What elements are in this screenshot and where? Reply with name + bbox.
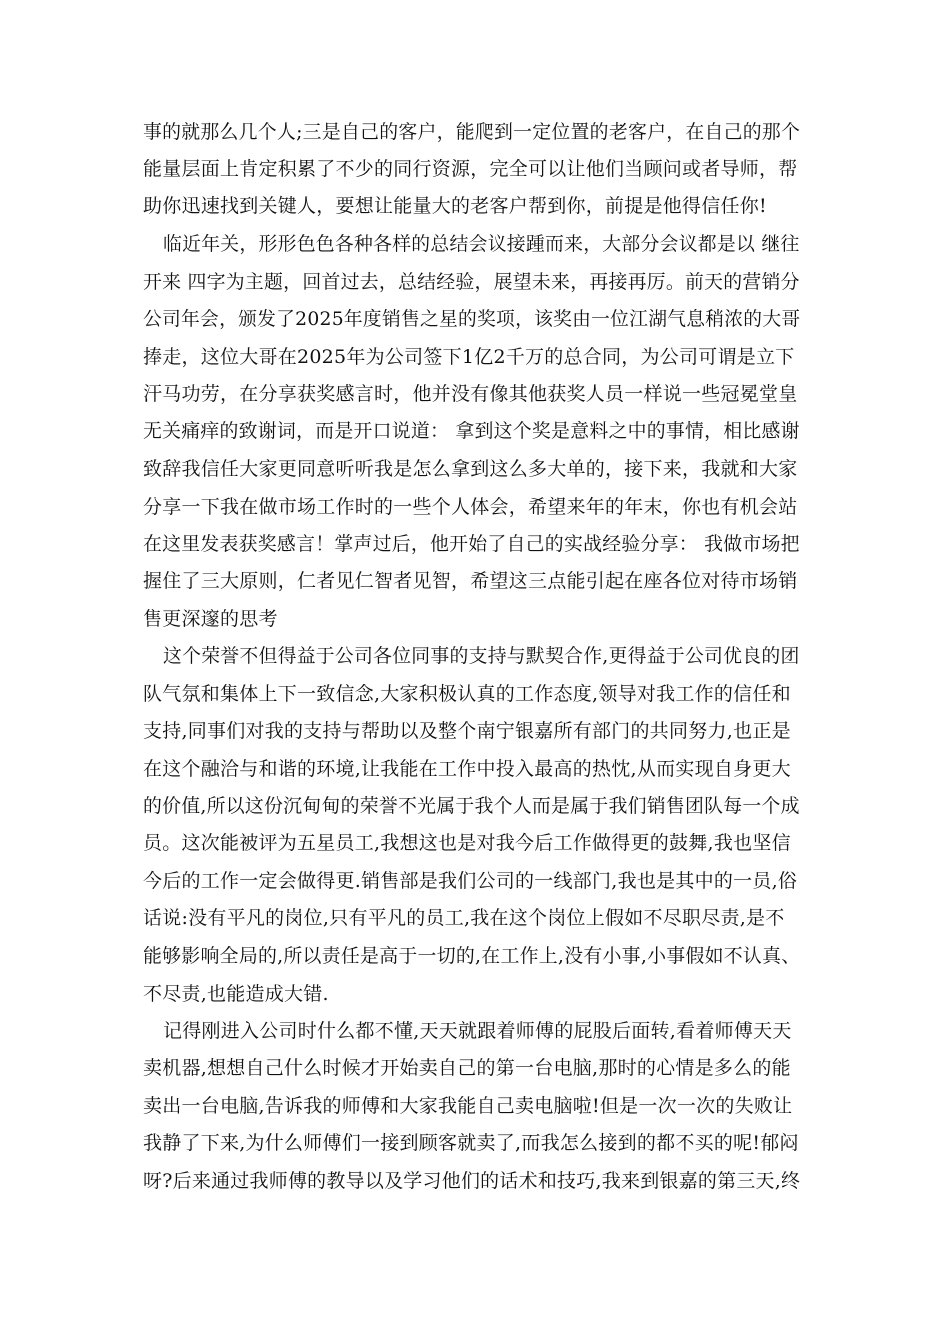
text-line: 的价值,所以这份沉甸甸的荣誉不光属于我个人而是属于我们销售团队每一个成 <box>143 795 800 817</box>
text-line: 卖出一台电脑,告诉我的师傅和大家我能自己卖电脑啦!但是一次一次的失败让 <box>143 1095 793 1117</box>
text-line: 员。这次能被评为五星员工,我想这也是对我今后工作做得更的鼓舞,我也坚信 <box>143 832 791 854</box>
text-line: 汗马功劳，在分享获奖感言时，他并没有像其他获奖人员一样说一些冠冕堂皇 <box>143 383 798 405</box>
text-line: 开来 四字为主题，回首过去，总结经验，展望未来，再接再厉。前天的营销分 <box>143 271 800 293</box>
text-line: 捧走，这位大哥在2025年为公司签下1亿2千万的总合同，为公司可谓是立下 <box>143 346 795 368</box>
paragraph-first-line: 这个荣誉不但得益于公司各位同事的支持与默契合作,更得益于公司优良的团 <box>163 645 800 667</box>
paragraph-first-line: 临近年关，形形色色各种各样的总结会议接踵而来，大部分会议都是以 继往 <box>163 233 800 255</box>
text-line: 分享一下我在做市场工作时的一些个人体会，希望来年的年末，你也有机会站 <box>143 496 798 518</box>
text-line: 公司年会，颁发了2025年度销售之星的奖项，该奖由一位江湖气息稍浓的大哥 <box>143 308 801 330</box>
text-line: 今后的工作一定会做得更.销售部是我们公司的一线部门,我也是其中的一员,俗 <box>143 870 798 892</box>
text-line: 致辞我信任大家更同意听听我是怎么拿到这么多大单的，接下来，我就和大家 <box>143 458 798 480</box>
text-line: 能够影响全局的,所以责任是高于一切的,在工作上,没有小事,小事假如不认真、 <box>143 945 801 967</box>
text-line: 呀?后来通过我师傅的教导以及学习他们的话术和技巧,我来到银嘉的第三天,终 <box>143 1170 801 1192</box>
text-line: 话说:没有平凡的岗位,只有平凡的员工,我在这个岗位上假如不尽职尽责,是不 <box>143 907 785 929</box>
text-line: 事的就那么几个人;三是自己的客户，能爬到一定位置的老客户，在自己的那个 <box>143 121 801 143</box>
text-line: 我静了下来,为什么师傅们一接到顾客就卖了,而我怎么接到的都不买的呢!郁闷 <box>143 1132 799 1154</box>
text-line: 不尽责,也能造成大错. <box>143 983 329 1005</box>
text-line: 支持,同事们对我的支持与帮助以及整个南宁银嘉所有部门的共同努力,也正是 <box>143 720 791 742</box>
text-line: 在这个融洽与和谐的环境,让我能在工作中投入最高的热忱,从而实现自身更大 <box>143 758 791 780</box>
text-line: 无关痛痒的致谢词，而是开口说道： 拿到这个奖是意料之中的事情，相比感谢 <box>143 420 800 442</box>
text-line: 握住了三大原则，仁者见仁智者见智，希望这三点能引起在座各位对待市场销 <box>143 570 798 592</box>
text-line: 能量层面上肯定积累了不少的同行资源，完全可以让他们当顾问或者导师，帮 <box>143 158 798 180</box>
text-line: 在这里发表获奖感言！掌声过后，他开始了自己的实战经验分享： 我做市场把 <box>143 533 800 555</box>
text-line: 队气氛和集体上下一致信念,大家积极认真的工作态度,领导对我工作的信任和 <box>143 683 791 705</box>
text-line: 卖机器,想想自己什么时候才开始卖自己的第一台电脑,那时的心情是多么的能 <box>143 1057 791 1079</box>
text-line: 助你迅速找到关键人，要想让能量大的老客户帮到你，前提是他得信任你! <box>143 195 767 217</box>
paragraph-first-line: 记得刚进入公司时什么都不懂,天天就跟着师傅的屁股后面转,看着师傅天天 <box>163 1020 792 1042</box>
text-line: 售更深邃的思考 <box>143 608 278 630</box>
